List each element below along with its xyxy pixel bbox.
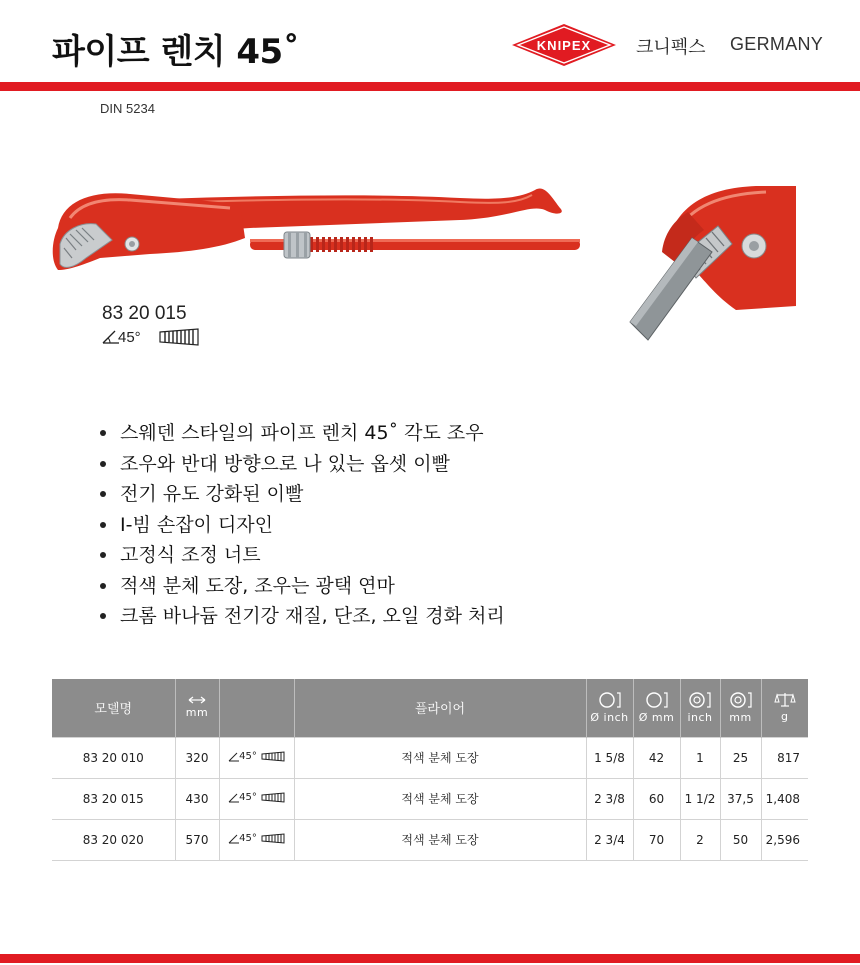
bullet-icon bbox=[100, 491, 106, 497]
bullet-icon bbox=[100, 522, 106, 528]
feature-item: 전기 유도 강화된 이빨 bbox=[100, 479, 505, 510]
length-arrow-icon bbox=[188, 696, 206, 704]
bullet-icon bbox=[100, 583, 106, 589]
cell-angle: 45° bbox=[219, 737, 294, 778]
brand-country: GERMANY bbox=[730, 34, 824, 54]
header-plier: 플라이어 bbox=[294, 679, 586, 737]
pipe-wrench-image bbox=[40, 178, 585, 293]
nut-size-icon bbox=[729, 691, 753, 709]
cell-weight: 817 bbox=[761, 737, 808, 778]
cell-nut-mm: 37,5 bbox=[720, 778, 761, 819]
jaw-teeth-icon bbox=[261, 792, 285, 803]
header-nut-inch: inch bbox=[680, 679, 720, 737]
cell-angle: 45° bbox=[219, 778, 294, 819]
knipex-logo-text: KNIPEX bbox=[536, 38, 592, 53]
header-model: 모델명 bbox=[52, 679, 175, 737]
cell-length: 430 bbox=[175, 778, 219, 819]
feature-item: 고정식 조정 너트 bbox=[100, 540, 505, 571]
feature-list bbox=[100, 418, 505, 632]
model-code: 83 20 015 bbox=[102, 303, 187, 324]
header-length: mm bbox=[175, 679, 219, 737]
angle-label: 45° bbox=[118, 328, 141, 346]
pipe-diameter-icon bbox=[645, 691, 669, 709]
cell-pipe-inch: 1 5/8 bbox=[586, 737, 633, 778]
bullet-icon bbox=[100, 430, 106, 436]
feature-item: 크롬 바나듐 전기강 재질, 단조, 오일 경화 처리 bbox=[100, 601, 505, 632]
cell-pipe-inch: 2 3/8 bbox=[586, 778, 633, 819]
bottom-red-bar bbox=[0, 954, 860, 963]
cell-length: 570 bbox=[175, 819, 219, 860]
pipe-diameter-icon bbox=[598, 691, 622, 709]
cell-nut-mm: 50 bbox=[720, 819, 761, 860]
header-nut-mm: mm bbox=[720, 679, 761, 737]
spec-table bbox=[52, 679, 808, 861]
page-title: 파이프 렌치 45˚ bbox=[52, 32, 300, 72]
brand-name-korean: 크니펙스 bbox=[636, 37, 706, 58]
cell-nut-mm: 25 bbox=[720, 737, 761, 778]
cell-model: 83 20 010 bbox=[52, 737, 175, 778]
cell-pipe-mm: 60 bbox=[633, 778, 680, 819]
cell-finish: 적색 분체 도장 bbox=[294, 819, 586, 860]
table-row bbox=[52, 819, 808, 860]
jaw-teeth-icon bbox=[159, 328, 199, 346]
bullet-icon bbox=[100, 552, 106, 558]
jaw-detail-image bbox=[626, 186, 796, 342]
cell-weight: 1,408 bbox=[761, 778, 808, 819]
knipex-logo bbox=[512, 24, 616, 66]
cell-pipe-mm: 42 bbox=[633, 737, 680, 778]
angle-spec bbox=[102, 328, 199, 346]
feature-item: 스웨덴 스타일의 파이프 렌치 45˚ 각도 조우 bbox=[100, 418, 505, 449]
bullet-icon bbox=[100, 461, 106, 467]
jaw-teeth-icon bbox=[261, 833, 285, 844]
cell-nut-inch: 1 1/2 bbox=[680, 778, 720, 819]
cell-model: 83 20 020 bbox=[52, 819, 175, 860]
header-angle bbox=[219, 679, 294, 737]
top-red-bar bbox=[0, 82, 860, 91]
header-pipe-inch: Ø inch bbox=[586, 679, 633, 737]
header-pipe-mm: Ø mm bbox=[633, 679, 680, 737]
scale-icon bbox=[774, 692, 796, 708]
feature-item: I-빔 손잡이 디자인 bbox=[100, 510, 505, 541]
nut-size-icon bbox=[688, 691, 712, 709]
knipex-logo-diamond bbox=[512, 24, 616, 66]
cell-finish: 적색 분체 도장 bbox=[294, 778, 586, 819]
din-standard: DIN 5234 bbox=[100, 101, 155, 116]
jaw-teeth-icon bbox=[261, 751, 285, 762]
header-weight: g bbox=[761, 679, 808, 737]
table-row bbox=[52, 778, 808, 819]
feature-item: 조우와 반대 방향으로 나 있는 옵셋 이빨 bbox=[100, 449, 505, 480]
cell-weight: 2,596 bbox=[761, 819, 808, 860]
table-row bbox=[52, 737, 808, 778]
cell-nut-inch: 2 bbox=[680, 819, 720, 860]
cell-pipe-mm: 70 bbox=[633, 819, 680, 860]
cell-angle: 45° bbox=[219, 819, 294, 860]
cell-model: 83 20 015 bbox=[52, 778, 175, 819]
cell-finish: 적색 분체 도장 bbox=[294, 737, 586, 778]
bullet-icon bbox=[100, 613, 106, 619]
cell-pipe-inch: 2 3/4 bbox=[586, 819, 633, 860]
feature-item: 적색 분체 도장, 조우는 광택 연마 bbox=[100, 571, 505, 602]
cell-length: 320 bbox=[175, 737, 219, 778]
table-header-row bbox=[52, 679, 808, 737]
cell-nut-inch: 1 bbox=[680, 737, 720, 778]
